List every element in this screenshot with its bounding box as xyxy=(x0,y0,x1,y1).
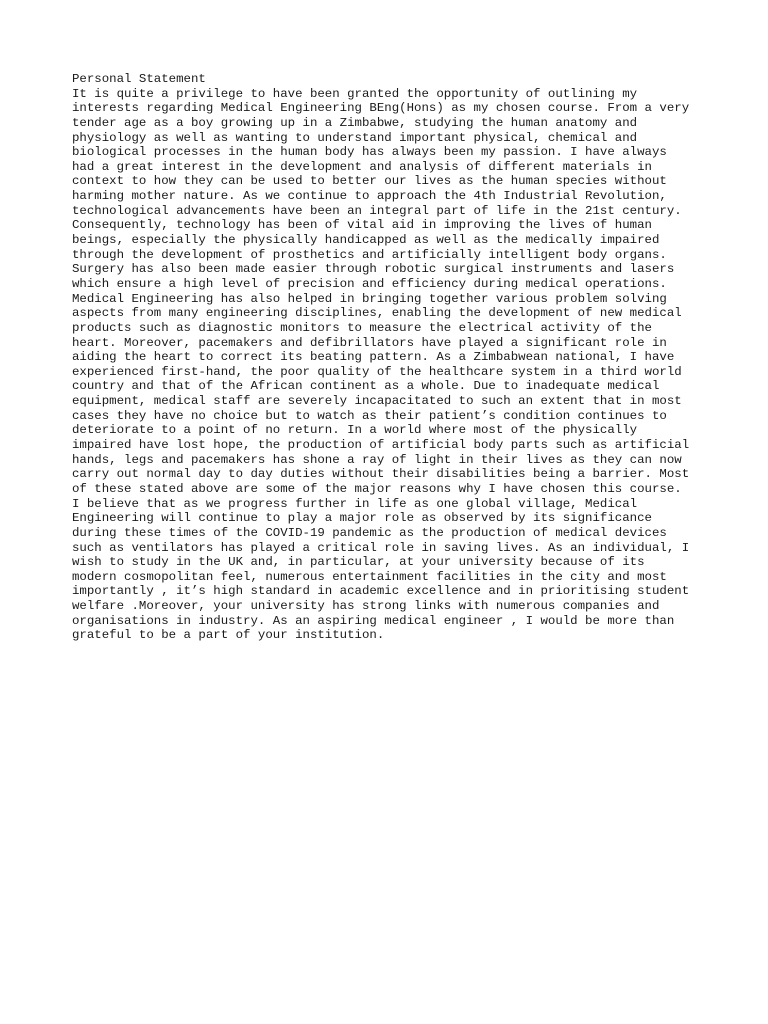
paragraph-line: grateful to be a part of your institution. xyxy=(72,628,385,643)
paragraph-line: context to how they can be used to better our lives as the human species without xyxy=(72,174,667,189)
paragraph-line: beings, especially the physically handicapped as well as the medically impaired xyxy=(72,233,660,248)
paragraph-line: such as ventilators has played a critical role in saving lives. As an individual, I xyxy=(72,540,690,555)
paragraph-line: products such as diagnostic monitors to measure the electrical activity of the xyxy=(72,320,652,335)
paragraph-line: carry out normal day to day duties without their disabilities being a barrier. Most xyxy=(72,467,690,482)
paragraph-line: welfare .Moreover, your university has strong links with numerous companies and xyxy=(72,599,660,614)
paragraph-line: hands, legs and pacemakers has shone a ray of light in their lives as they can now xyxy=(72,452,682,467)
paragraph-line: cases they have no choice but to watch as their patient’s condition continues to xyxy=(72,408,667,423)
paragraph-line: through the development of prosthetics and artificially intelligent body organs. xyxy=(72,247,667,262)
paragraph-line: Medical Engineering has also helped in bringing together various problem solving xyxy=(72,291,667,306)
paragraph-line: technological advancements have been an integral part of life in the 21st century. xyxy=(72,203,682,218)
paragraph-line: which ensure a high level of precision and efficiency during medical operations. xyxy=(72,276,667,291)
paragraph-line: impaired have lost hope, the production of artificial body parts such as artificial xyxy=(72,438,690,453)
paragraph-line: had a great interest in the development and analysis of different materials in xyxy=(72,159,652,174)
paragraph-line: I believe that as we progress further in life as one global village, Medical xyxy=(72,496,638,511)
paragraph-line: heart. Moreover, pacemakers and defibrillators have played a significant role in xyxy=(72,335,667,350)
paragraph-line: Surgery has also been made easier through robotic surgical instruments and lasers xyxy=(72,262,675,277)
paragraph-line: physiology as well as wanting to understand important physical, chemical and xyxy=(72,130,638,145)
paragraph-line: Consequently, technology has been of vital aid in improving the lives of human xyxy=(72,218,652,233)
paragraph-line: harming mother nature. As we continue to approach the 4th Industrial Revolution, xyxy=(72,189,667,204)
paragraph-line: Engineering will continue to play a major role as observed by its significance xyxy=(72,511,652,526)
paragraph-line: aiding the heart to correct its beating pattern. As a Zimbabwean national, I have xyxy=(72,350,675,365)
personal-statement-text xyxy=(72,72,712,643)
paragraph-line: aspects from many engineering disciplines, enabling the development of new medical xyxy=(72,306,682,321)
paragraph-line: experienced first-hand, the poor quality of the healthcare system in a third world xyxy=(72,364,682,379)
paragraph-line: It is quite a privilege to have been granted the opportunity of outlining my xyxy=(72,86,638,101)
paragraph-line: deteriorate to a point of no return. In a world where most of the physically xyxy=(72,423,638,438)
paragraph-line: importantly , it’s high standard in academic excellence and in prioritising student xyxy=(72,584,690,599)
document-heading: Personal Statement xyxy=(72,72,206,86)
paragraph-line: equipment, medical staff are severely incapacitated to such an extent that in most xyxy=(72,394,682,409)
paragraph-line: organisations in industry. As an aspiring medical engineer , I would be more than xyxy=(72,613,675,628)
paragraph-line: during these times of the COVID-19 pandemic as the production of medical devices xyxy=(72,525,667,540)
paragraph-line: interests regarding Medical Engineering BEng(Hons) as my chosen course. From a very xyxy=(72,101,690,116)
paragraph-line: of these stated above are some of the major reasons why I have chosen this course. xyxy=(72,481,682,496)
paragraph-line: country and that of the African continent as a whole. Due to inadequate medical xyxy=(72,379,660,394)
paragraph-line: modern cosmopolitan feel, numerous entertainment facilities in the city and most xyxy=(72,569,667,584)
paragraph-line: wish to study in the UK and, in particular, at your university because of its xyxy=(72,555,645,570)
paragraph-line: biological processes in the human body has always been my passion. I have always xyxy=(72,145,667,160)
paragraph-line: tender age as a boy growing up in a Zimbabwe, studying the human anatomy and xyxy=(72,115,638,130)
